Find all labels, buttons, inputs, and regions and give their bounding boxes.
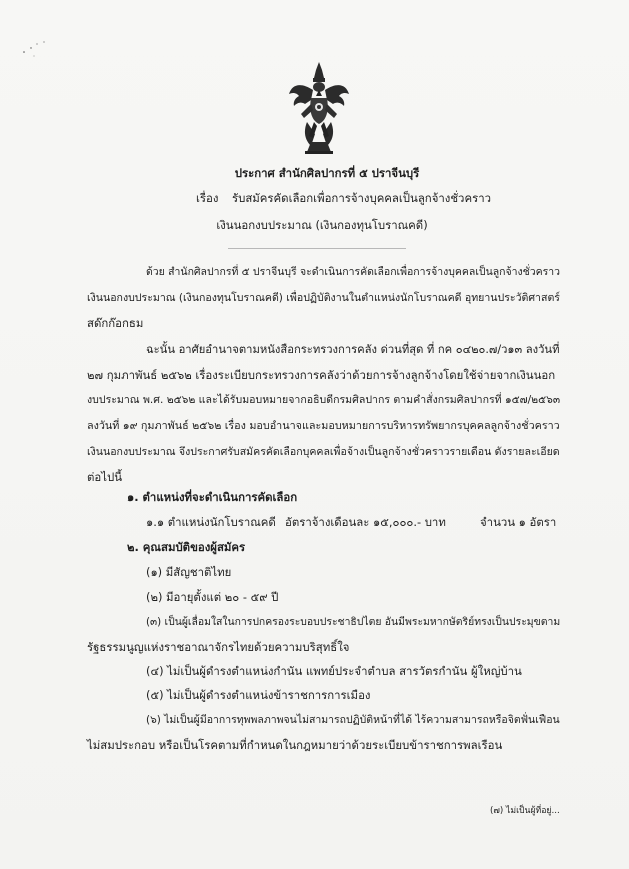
header-divider <box>228 248 406 249</box>
paragraph1-line2: เงินนอกงบประมาณ (เงินกองทุนโบราณคดี) เพื่อปฏิบัติงานในตำแหน่งนักโบราณคดี อุทยานประวัติศาสตร์ <box>87 292 560 304</box>
section1-item-salary: อัตราจ้างเดือนละ ๑๕,๐๐๐.- บาท <box>285 515 446 529</box>
qualification-item-3-line1: (๓) เป็นผู้เลื่อมใสในการปกครองระบอบประชาธิปไตย อันมีพระมหากษัตริย์ทรงเป็นประมุขตาม <box>146 616 561 628</box>
qualification-item-1: (๑) มีสัญชาติไทย <box>146 565 232 579</box>
scan-specks <box>20 30 60 60</box>
section1-item-count: จำนวน ๑ อัตรา <box>480 515 557 529</box>
paragraph1-line3: สด๊กก๊อกธม <box>87 316 144 330</box>
announcement-title: ประกาศ สำนักศิลปากรที่ ๕ ปราจีนบุรี <box>234 166 420 180</box>
continuation-note: (๗) ไม่เป็นผู้ที่อยู่... <box>490 806 560 816</box>
paragraph2-line5: เงินนอกงบประมาณ จึงประกาศรับสมัครคัดเลือกบุคคลเพื่อจ้างเป็นลูกจ้างชั่วคราวรายเดือน ดังรายละเอียด <box>87 446 560 458</box>
qualification-item-6-line1: (๖) ไม่เป็นผู้มีอาการทุพพลภาพจนไม่สามารถปฏิบัติหน้าที่ได้ ไร้ความสามารถหรือจิตฟั่นเฟือน <box>146 714 560 726</box>
paragraph2-line1: ฉะนั้น อาศัยอำนาจตามหนังสือกระทรวงการคลัง ด่วนที่สุด ที่ กค ๐๔๒๐.๗/ว๑๓ ลงวันที่ <box>146 343 560 356</box>
qualification-item-6-line2: ไม่สมประกอบ หรือเป็นโรคตามที่กำหนดในกฎหมายว่าด้วยระเบียบข้าราชการพลเรือน <box>87 738 503 752</box>
section2-heading: ๒. คุณสมบัติของผู้สมัคร <box>127 540 246 554</box>
qualification-item-2: (๒) มีอายุตั้งแต่ ๒๐ - ๕๙ ปี <box>146 590 279 604</box>
section1-heading: ๑. ตำแหน่งที่จะดำเนินการคัดเลือก <box>127 490 298 504</box>
paragraph2-line2: ๒๗ กุมภาพันธ์ ๒๕๖๒ เรื่องระเบียบกระทรวงการคลังว่าด้วยการจ้างลูกจ้างโดยใช้จ่ายจากเงินนอก <box>87 368 556 382</box>
qualification-item-3-line2: รัฐธรรมนูญแห่งราชอาณาจักรไทยด้วยความบริสุทธิ์ใจ <box>87 640 350 654</box>
qualification-item-4: (๔) ไม่เป็นผู้ดำรงตำแหน่งกำนัน แพทย์ประจำตำบล สารวัตรกำนัน ผู้ใหญ่บ้าน <box>146 664 522 678</box>
paragraph2-line6: ต่อไปนี้ <box>87 470 122 484</box>
paragraph2-line4: ลงวันที่ ๑๙ กุมภาพันธ์ ๒๕๖๒ เรื่อง มอบอำนาจและมอบหมายการบริหารทรัพยากรบุคคลลูกจ้างชั่วคราว <box>87 419 560 432</box>
subject-text-line2: เงินนอกงบประมาณ (เงินกองทุนโบราณคดี) <box>216 218 428 232</box>
section1-item-position: ๑.๑ ตำแหน่งนักโบราณคดี <box>146 515 276 529</box>
garuda-emblem-icon <box>287 60 351 155</box>
subject-label: เรื่อง <box>196 191 219 205</box>
qualification-item-5: (๕) ไม่เป็นผู้ดำรงตำแหน่งข้าราชการการเมือง <box>146 688 371 702</box>
paragraph2-line3: งบประมาณ พ.ศ. ๒๕๖๒ และได้รับมอบหมายจากอธิบดีกรมศิลปากร ตามคำสั่งกรมศิลปากรที่ ๑๕๗/๒๕๖๓ <box>87 394 561 406</box>
paragraph1-line1: ด้วย สำนักศิลปากรที่ ๕ ปราจีนบุรี จะดำเนินการคัดเลือกเพื่อการจ้างบุคคลเป็นลูกจ้างชั่วคราว <box>146 266 560 278</box>
subject-text: รับสมัครคัดเลือกเพื่อการจ้างบุคคลเป็นลูกจ้างชั่วคราว <box>232 191 491 205</box>
